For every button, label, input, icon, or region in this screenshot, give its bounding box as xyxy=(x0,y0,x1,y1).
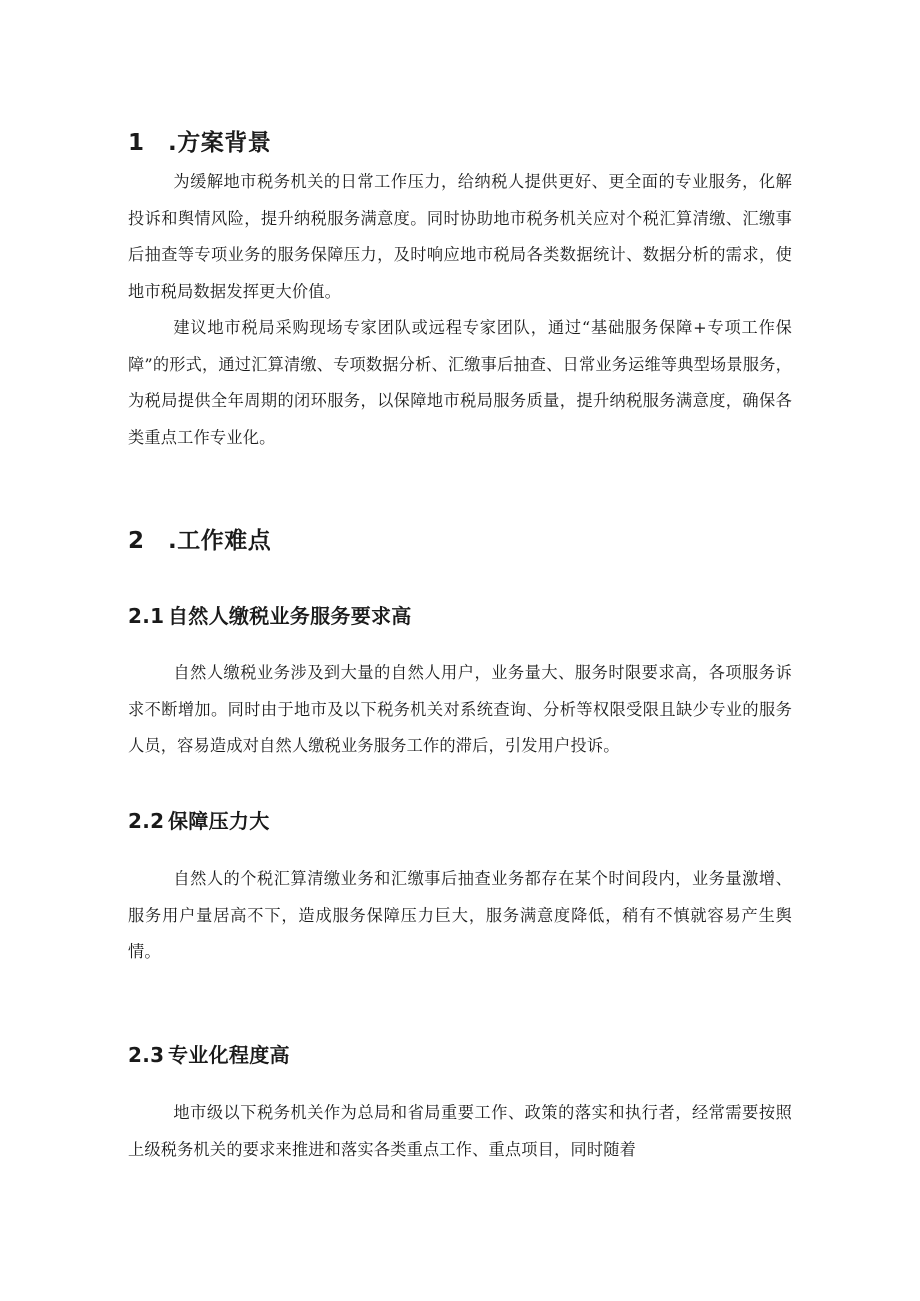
section-2-2-paragraph: 自然人的个税汇算清缴业务和汇缴事后抽查业务都存在某个时间段内，业务量激增、服务用户量居高不下，造成服务保障压力巨大，服务满意度降低，稍有不慎就容易产生舆情。 xyxy=(128,869,792,961)
section-2-1-paragraph: 自然人缴税业务涉及到大量的自然人用户，业务量大、服务时限要求高，各项服务诉求不断增加。同时由于地市及以下税务机关对系统查询、分析等权限受限且缺少专业的服务人员，容易造成对自然人缴税业务服务工作的滞后，引发用户投诉。 xyxy=(128,663,792,755)
section-2-2-title: 保障压力大 xyxy=(168,809,270,833)
section-2-title: .工作难点 xyxy=(168,528,272,554)
section-1-paragraph-1: 为缓解地市税务机关的日常工作压力，给纳税人提供更好、更全面的专业服务，化解投诉和舆情风险，提升纳税服务满意度。同时协助地市税务机关应对个税汇算清缴、汇缴事后抽查等专项业务的服务保障压力，及时响应地市税局各类数据统计、数据分析的需求，使地市税局数据发挥更大价值。 xyxy=(128,172,792,301)
section-2-3-title: 专业化程度高 xyxy=(168,1043,290,1067)
section-1-paragraph-2: 建议地市税局采购现场专家团队或远程专家团队，通过“基础服务保障+专项工作保障”的形式，通过汇算清缴、专项数据分析、汇缴事后抽查、日常业务运维等典型场景服务，为税局提供全年周期的闭环服务，以保障地市税局服务质量，提升纳税服务满意度，确保各类重点工作专业化。 xyxy=(128,318,792,447)
section-2-number: 2 xyxy=(128,528,145,554)
section-2-3-heading xyxy=(128,1039,290,1068)
section-2-heading xyxy=(128,522,271,555)
section-2-2-heading xyxy=(128,805,270,834)
section-2-1-heading xyxy=(128,600,412,629)
section-2-2-number: 2.2 xyxy=(128,809,165,833)
section-1-title: .方案背景 xyxy=(168,130,272,156)
section-2-3-paragraph: 地市级以下税务机关作为总局和省局重要工作、政策的落实和执行者，经常需要按照上级税务机关的要求来推进和落实各类重点工作、重点项目，同时随着 xyxy=(128,1103,792,1159)
section-2-3-number: 2.3 xyxy=(128,1043,165,1067)
section-1-heading xyxy=(128,124,271,157)
section-2-1-number: 2.1 xyxy=(128,604,165,628)
section-2-1-title: 自然人缴税业务服务要求高 xyxy=(168,604,412,628)
section-1-number: 1 xyxy=(128,130,145,156)
